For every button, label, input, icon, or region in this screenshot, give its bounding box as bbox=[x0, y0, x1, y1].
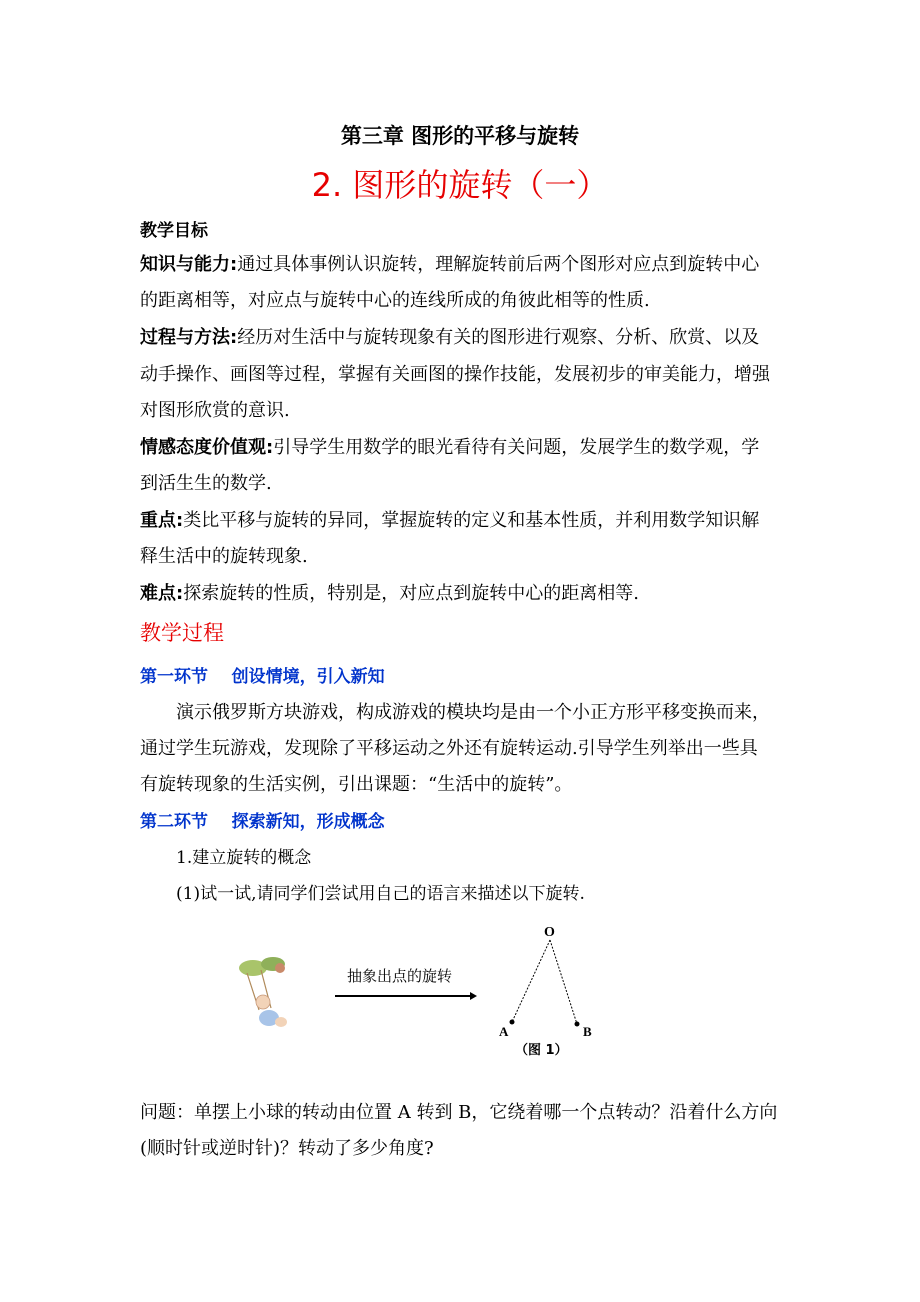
arrow-label: 抽象出点的旋转 bbox=[347, 967, 453, 985]
key-label: 重点: bbox=[140, 510, 184, 531]
chapter-title: 第三章 图形的平移与旋转 bbox=[340, 124, 580, 148]
arrow-head-icon bbox=[470, 992, 477, 1000]
question-text-1: 问题：单摆上小球的转动由位置 A 转到 B，它绕着哪一个点转动？沿着什么方向 bbox=[140, 1102, 778, 1123]
point-a-dot bbox=[510, 1020, 515, 1025]
point-b-label: B bbox=[583, 1024, 592, 1039]
section1-title: 第一环节 创设情境，引入新知 bbox=[140, 667, 385, 687]
difficulty-text-1: 探索旋转的性质，特别是，对应点到旋转中心的距离相等. bbox=[183, 583, 639, 604]
knowledge-text-1: 通过具体事例认识旋转，理解旋转前后两个图形对应点到旋转中心 bbox=[237, 254, 760, 275]
point-b-dot bbox=[575, 1022, 580, 1027]
objectives-heading: 教学目标 bbox=[140, 221, 208, 241]
difficulty-label: 难点: bbox=[140, 583, 184, 604]
point-a-label: A bbox=[499, 1024, 509, 1039]
section1-text-3: 有旋转现象的生活实例，引出课题：“生活中的旋转”。 bbox=[140, 774, 573, 795]
process-paragraph bbox=[140, 323, 790, 349]
lesson-title: 2. 图形的旋转（一） bbox=[311, 166, 609, 204]
emotion-text-1: 引导学生用数学的眼光看待有关问题，发展学生的数学观，学 bbox=[273, 437, 760, 458]
knowledge-text-2: 的距离相等，对应点与旋转中心的连线所成的角彼此相等的性质. bbox=[140, 290, 650, 311]
pendulum-arm-b bbox=[550, 940, 577, 1024]
section1-text-1: 演示俄罗斯方块游戏，构成游戏的模块均是由一个小正方形平移变换而来， bbox=[176, 702, 770, 723]
knowledge-label: 知识与能力: bbox=[140, 254, 238, 275]
figure-caption: （图 1） bbox=[515, 1043, 568, 1058]
item-1-sub: (1)试一试,请同学们尝试用自己的语言来描述以下旋转. bbox=[176, 884, 585, 904]
knowledge-paragraph bbox=[140, 250, 790, 276]
rotation-figure bbox=[225, 918, 625, 1068]
process-text-3: 对图形欣赏的意识. bbox=[140, 400, 290, 421]
question-text-2: (顺时针或逆时针)？转动了多少角度? bbox=[140, 1138, 434, 1159]
key-text-2: 释生活中的旋转现象. bbox=[140, 546, 308, 567]
process-heading: 教学过程 bbox=[140, 621, 224, 645]
key-text-1: 类比平移与旋转的异同，掌握旋转的定义和基本性质，并利用数学知识解 bbox=[183, 510, 760, 531]
emotion-label: 情感态度价值观: bbox=[140, 437, 274, 458]
emotion-paragraph bbox=[140, 433, 790, 459]
process-text-1: 经历对生活中与旋转现象有关的图形进行观察、分析、欣赏、以及 bbox=[237, 327, 760, 348]
section2-title: 第二环节 探索新知，形成概念 bbox=[140, 812, 385, 832]
process-text-2: 动手操作、画图等过程，掌握有关画图的操作技能，发展初步的审美能力，增强 bbox=[140, 364, 770, 385]
key-paragraph bbox=[140, 506, 790, 532]
item-1: 1.建立旋转的概念 bbox=[176, 848, 312, 868]
point-o-label: O bbox=[544, 925, 555, 940]
emotion-text-2: 到活生生的数学. bbox=[140, 473, 272, 494]
swing-illustration bbox=[239, 957, 287, 1027]
process-label: 过程与方法: bbox=[140, 327, 238, 348]
section1-text-2: 通过学生玩游戏，发现除了平移运动之外还有旋转运动.引导学生列举出一些具 bbox=[140, 738, 758, 759]
difficulty-paragraph bbox=[140, 579, 790, 605]
pendulum-arm-a bbox=[512, 940, 550, 1022]
